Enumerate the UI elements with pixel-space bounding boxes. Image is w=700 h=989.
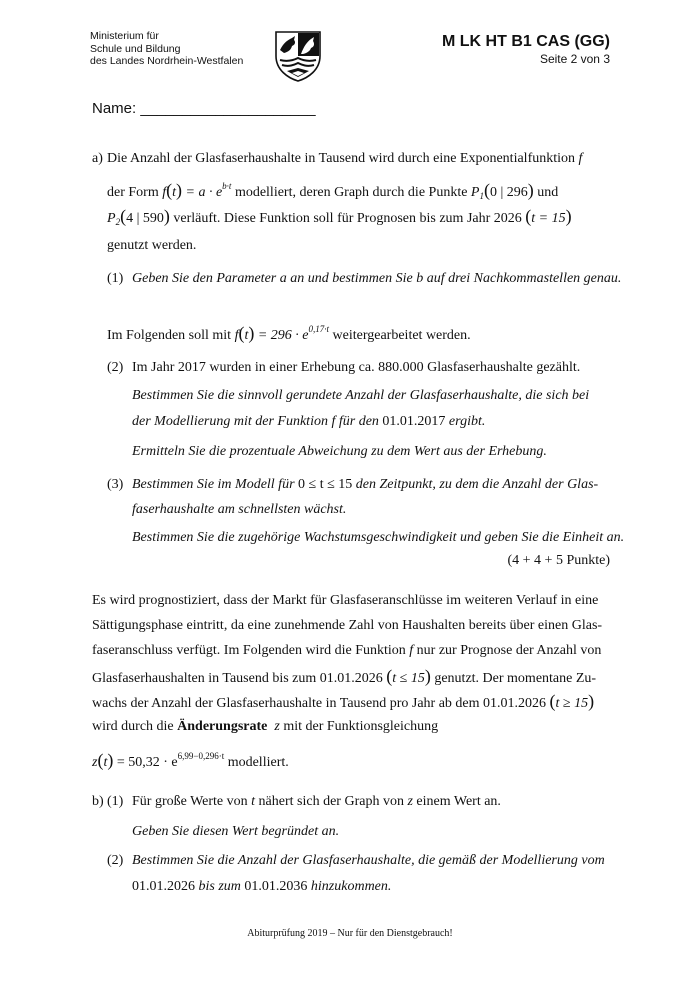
context-line: faseranschluss verfügt. Im Folgenden wird die Funktion f nur zur Prognose der Anzahl von xyxy=(92,643,602,658)
task-a3-line: Bestimmen Sie im Modell für 0 ≤ t ≤ 15 den Zeitpunkt, zu dem die Anzahl der Glas- xyxy=(132,477,599,492)
context-line: Es wird prognostiziert, dass der Markt für Glasfaseranschlüsse im weiteren Verlauf in eine xyxy=(92,593,599,608)
followup-line: Im Folgenden soll mit $f(t) = 296 \cdot e^{0,17\cdot t}$ weitergearbeitet werden. xyxy=(107,323,471,343)
subtask-number: (3) xyxy=(107,477,124,492)
context-line: Sättigungsphase eintritt, da eine zunehmende Zahl von Haushalten bereits über einen Glas- xyxy=(92,618,603,633)
subtask-number: (1) xyxy=(107,271,124,286)
task-a2-line: Im Jahr 2017 wurden in einer Erhebung ca. 880.000 Glasfaserhaushalte gezählt. xyxy=(132,360,581,375)
task-b2-line: Bestimmen Sie die Anzahl der Glasfaserhaushalte, die gemäß der Modellierung vom xyxy=(132,853,605,868)
context-line: wachs der Anzahl der Glasfaserhaushalte in Tausend pro Jahr ab dem 01.01.2026 (t ≥ 15) xyxy=(92,691,595,711)
nrw-crest-icon xyxy=(274,30,322,82)
ministry-name xyxy=(90,30,243,68)
ministry-line: Schule und Bildung xyxy=(90,42,181,55)
ministry-line: Ministerium für xyxy=(90,30,159,42)
task-a1-text: Geben Sie den Parameter a an und bestimmen Sie b auf drei Nachkommastellen genau. xyxy=(132,271,622,286)
context-line: wird durch die Änderungsrate z mit der Funktionsgleichung xyxy=(92,719,439,734)
fitted-function: $f(t) = 296 \cdot e^{0,17\cdot t}$ xyxy=(234,323,330,343)
task-b1-line: Geben Sie diesen Wert begründet an. xyxy=(132,824,340,839)
subtask-number: (2) xyxy=(107,853,124,868)
name-blank[interactable]: _____________________ xyxy=(140,100,316,117)
task-a2-line: der Modellierung mit der Funktion f für den 01.01.2017 ergibt. xyxy=(132,414,486,429)
task-a-intro-line: der Form $f(t) = a \cdot e^{b\cdot t}$ modelliert, deren Graph durch die Punkte $P_1(0$ | 296) und xyxy=(107,180,559,201)
page-footer: Abiturprüfung 2019 – Nur für den Dienstgebrauch! xyxy=(247,928,453,939)
task-a-intro-line: genutzt werden. xyxy=(107,238,197,253)
task-b-marker: b) xyxy=(92,794,104,809)
context-line: Glasfaserhaushalten in Tausend bis zum 01.01.2026 (t ≤ 15) genutzt. Der momentane Zu- xyxy=(92,666,597,686)
point-p1: $P_1$ xyxy=(470,185,484,201)
task-a-intro-line: $P_2(4$ | 590) verläuft. Diese Funktion soll für Prognosen bis zum Jahr 2026 (t = 15) xyxy=(107,206,572,227)
point-p2: $P_2$ xyxy=(107,211,121,227)
ministry-line: des Landes Nordrhein-Westfalen xyxy=(90,55,244,67)
name-label: Name: xyxy=(92,100,141,117)
model-function: $f(t) = a \cdot e^{b\cdot t}$ xyxy=(162,180,232,200)
task-a2-line: Bestimmen Sie die sinnvoll gerundete Anzahl der Glasfaserhaushalte, die sich bei xyxy=(132,388,590,403)
task-a-intro-line: Die Anzahl der Glasfaserhaushalte in Tausend wird durch eine Exponentialfunktion f xyxy=(107,151,583,166)
subtask-number: (1) xyxy=(107,794,124,809)
task-a-marker: a) xyxy=(92,151,103,166)
task-b2-line: 01.01.2026 bis zum 01.01.2036 hinzukommen. xyxy=(132,879,392,894)
task-a2-line: Ermitteln Sie die prozentuale Abweichung zu dem Wert aus der Erhebung. xyxy=(132,444,547,459)
rate-function: $z(t) = 50,32 \cdot e^{6,99-0,296\cdot t}$ modelliert. xyxy=(92,750,289,770)
exam-code: M LK HT B1 CAS (GG) xyxy=(442,33,610,50)
page-number: Seite 2 von 3 xyxy=(539,52,610,66)
points-label: (4 + 4 + 5 Punkte) xyxy=(507,553,610,568)
name-field[interactable] xyxy=(92,100,316,117)
task-b1-line: Für große Werte von t nähert sich der Graph von z einem Wert an. xyxy=(132,794,501,809)
task-a3-line: Bestimmen Sie die zugehörige Wachstumsgeschwindigkeit und geben Sie die Einheit an. xyxy=(132,530,625,545)
subtask-number: (2) xyxy=(107,360,124,375)
task-a3-line: faserhaushalte am schnellsten wächst. xyxy=(132,502,347,517)
